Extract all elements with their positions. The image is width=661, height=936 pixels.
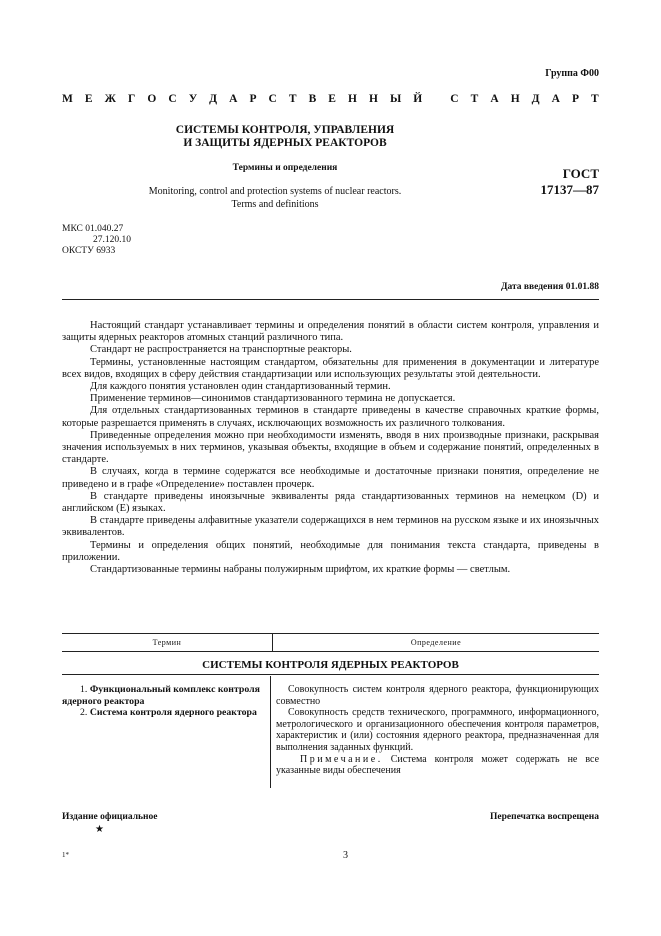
banner-letter: Т xyxy=(288,93,297,105)
section-title: СИСТЕМЫ КОНТРОЛЯ ЯДЕРНЫХ РЕАКТОРОВ xyxy=(202,659,459,671)
banner-letter: О xyxy=(147,93,157,105)
banner-letter: А xyxy=(490,93,499,105)
gost-label: ГОСТ xyxy=(562,166,599,181)
body-paragraph: Для каждого понятия установлен один стандартизованный термин. xyxy=(90,381,391,393)
document-subtitle: Термины и определения xyxy=(232,163,338,173)
title-line: СИСТЕМЫ КОНТРОЛЯ, УПРАВЛЕНИЯ xyxy=(175,124,395,136)
banner-letter: Н xyxy=(347,93,357,105)
note-label: Примечание. xyxy=(300,753,383,765)
introduction-date: Дата введения 01.01.88 xyxy=(500,282,599,292)
reprint-notice: Перепечатка воспрещена xyxy=(489,812,599,822)
table-header xyxy=(62,633,599,652)
column-divider xyxy=(270,676,271,788)
term-name: Система контроля ядерного реактора xyxy=(89,707,257,719)
divider xyxy=(62,674,599,675)
banner-letter: М xyxy=(62,93,73,105)
gost-code: 17137—87 xyxy=(540,182,599,197)
body-paragraph: Стандарт не распространяется на транспортные реакторы. xyxy=(90,344,352,356)
body-paragraph: Термины и определения общих понятий, необходимые для понимания текста стандарта, приведены в приложении. xyxy=(62,539,599,563)
banner-letter: С xyxy=(450,93,459,105)
banner-letter: Р xyxy=(571,93,579,105)
standard-banner xyxy=(62,93,599,105)
english-title xyxy=(110,185,440,211)
definition-note xyxy=(276,754,599,777)
banner-letter: Н xyxy=(510,93,520,105)
body-paragraph: Применение терминов—синонимов стандартизованного термина не допускается. xyxy=(90,393,456,405)
body-paragraph: Термины, установленные настоящим стандартом, обязательны для применения в документации и литературе всех видов, входящих в сферу действия стандартизации или использующих результаты этой деятельности. xyxy=(62,356,599,380)
banner-letter: Р xyxy=(249,93,257,105)
banner-letter: Ж xyxy=(104,93,116,105)
definition-text: Совокупность средств технического, программного, информационного, метрологического и организационного обеспечения контроля параметров, характеристик и (или) состояния ядерного реактора, предназначенная для выполнения заданных функций. xyxy=(276,707,599,753)
note-text: Система контроля может содержать не все указанные виды обеспечения xyxy=(276,753,600,777)
definition-text: Совокупность систем контроля ядерного реактора, функционирующих совместно xyxy=(276,684,599,707)
banner-letter: А xyxy=(551,93,560,105)
mks-code: МКС 01.040.27 xyxy=(62,224,124,234)
banner-letter: Т xyxy=(591,93,599,105)
banner-letter: Е xyxy=(84,93,93,105)
term-name: Функциональный комплекс контроля ядерного реактора xyxy=(62,684,260,707)
column-header-definition: Определение xyxy=(410,638,462,647)
banner-letter: Й xyxy=(413,93,423,105)
banner-letter: С xyxy=(268,93,277,105)
body-paragraph: В случаях, когда в термине содержатся все необходимые и достаточные признаки понятия, определение не приведено и в графе «Определение» поставлен прочерк. xyxy=(62,466,599,490)
page-number: 3 xyxy=(343,850,348,861)
group-code: Группа Ф00 xyxy=(545,68,599,79)
term-entry xyxy=(62,684,266,707)
divider xyxy=(62,299,599,300)
banner-letter: Д xyxy=(209,93,218,105)
star-icon: ★ xyxy=(95,824,104,835)
body-paragraph: Стандартизованные термины набраны полужирным шрифтом, их краткие формы — светлым. xyxy=(90,564,511,576)
terms-column xyxy=(62,684,266,719)
column-header-term: Термин xyxy=(62,634,273,651)
banner-letter: С xyxy=(168,93,177,105)
banner-letter: Н xyxy=(368,93,378,105)
title-line: И ЗАЩИТЫ ЯДЕРНЫХ РЕАКТОРОВ xyxy=(183,137,387,149)
body-paragraph: Настоящий стандарт устанавливает термины и определения понятий в области систем контроля, управления и защиты ядерных реакторов атомных станций различного типа. xyxy=(62,320,599,344)
english-title-line: Terms and definitions xyxy=(231,199,319,210)
definitions-column xyxy=(276,684,599,777)
mks-code: 27.120.10 xyxy=(93,235,131,245)
english-title-line: Monitoring, control and protection systems of nuclear reactors. xyxy=(148,186,402,197)
body-paragraph: В стандарте приведены иноязычные эквиваленты ряда стандартизованных терминов на немецком (D) и английском (E) языках. xyxy=(62,490,599,515)
banner-letter: В xyxy=(308,93,317,105)
term-number: 2. xyxy=(80,707,88,719)
signature-mark: 1* xyxy=(62,851,69,859)
body-paragraph: Приведенные определения можно при необходимости изменять, вводя в них производные признаки, раскрывая значения используемых в них терминов, указывая объекты, входящие в объем и содержание понятий, определенных в стандарте. xyxy=(62,429,599,466)
banner-letter: Г xyxy=(128,93,136,105)
banner-letter: У xyxy=(188,93,198,105)
banner-gap xyxy=(434,93,438,105)
term-number: 1. xyxy=(80,684,88,695)
banner-letter: Т xyxy=(470,93,479,105)
gost-number xyxy=(519,166,599,198)
classification-codes xyxy=(62,224,131,257)
banner-letter: Е xyxy=(328,93,336,105)
body-paragraph: В стандарте приведены алфавитные указатели содержащихся в нем терминов на русском языке и их иноязычных эквивалентов. xyxy=(62,515,599,539)
banner-letter: Д xyxy=(531,93,540,105)
banner-letter: Ы xyxy=(389,93,402,105)
okstu-code: ОКСТУ 6933 xyxy=(62,246,116,256)
term-entry xyxy=(62,707,266,719)
banner-letter: А xyxy=(229,93,238,105)
document-title xyxy=(140,124,430,150)
body-text xyxy=(62,320,599,576)
official-edition-label: Издание официальное xyxy=(62,812,158,822)
body-paragraph: Для отдельных стандартизованных терминов в стандарте приведены в качестве справочных краткие формы, которые разрешается применять в случаях, исключающих возможность их различного толкования. xyxy=(62,405,599,429)
